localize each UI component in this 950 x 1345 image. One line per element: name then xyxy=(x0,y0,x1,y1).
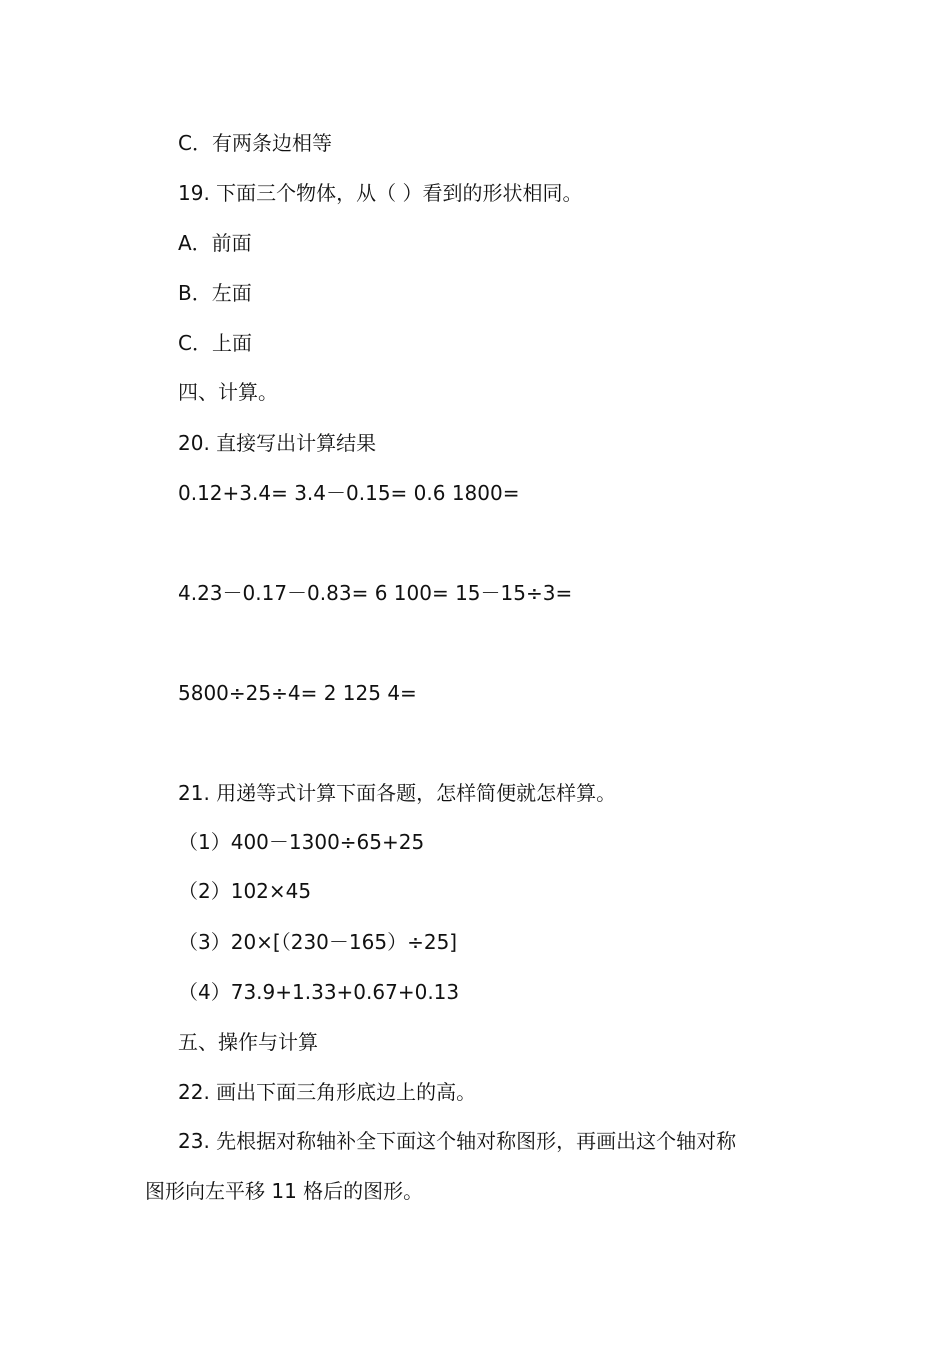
q19-option-c: C．上面 xyxy=(178,331,252,355)
q18-option-c: C．有两条边相等 xyxy=(178,131,332,155)
q21-item-1: （1）400－1300÷65+25 xyxy=(178,830,425,854)
q21-item-2: （2）102×45 xyxy=(178,879,312,903)
q23-question-line-2: 图形向左平移 11 格后的图形。 xyxy=(145,1179,424,1203)
q20-row-2: 4.23－0.17－0.83= 6 100= 15－15÷3= xyxy=(178,581,573,605)
q22-question: 22. 画出下面三角形底边上的高。 xyxy=(178,1080,477,1104)
q21-item-3: （3）20×[（230－165）÷25] xyxy=(178,930,458,954)
q19-option-b: B．左面 xyxy=(178,281,252,305)
q19-option-a: A．前面 xyxy=(178,231,252,255)
q20-question: 20. 直接写出计算结果 xyxy=(178,431,377,455)
q21-item-4: （4）73.9+1.33+0.67+0.13 xyxy=(178,980,460,1004)
q23-question-line-1: 23. 先根据对称轴补全下面这个轴对称图形，再画出这个轴对称 xyxy=(178,1129,737,1153)
section-five-heading: 五、操作与计算 xyxy=(178,1030,318,1054)
q20-row-1: 0.12+3.4= 3.4－0.15= 0.6 1800= xyxy=(178,481,520,505)
q20-row-3: 5800÷25÷4= 2 125 4= xyxy=(178,681,417,705)
q19-question: 19. 下面三个物体，从（ ）看到的形状相同。 xyxy=(178,181,583,205)
q21-question: 21. 用递等式计算下面各题，怎样简便就怎样算。 xyxy=(178,781,617,805)
section-four-heading: 四、计算。 xyxy=(178,380,278,404)
